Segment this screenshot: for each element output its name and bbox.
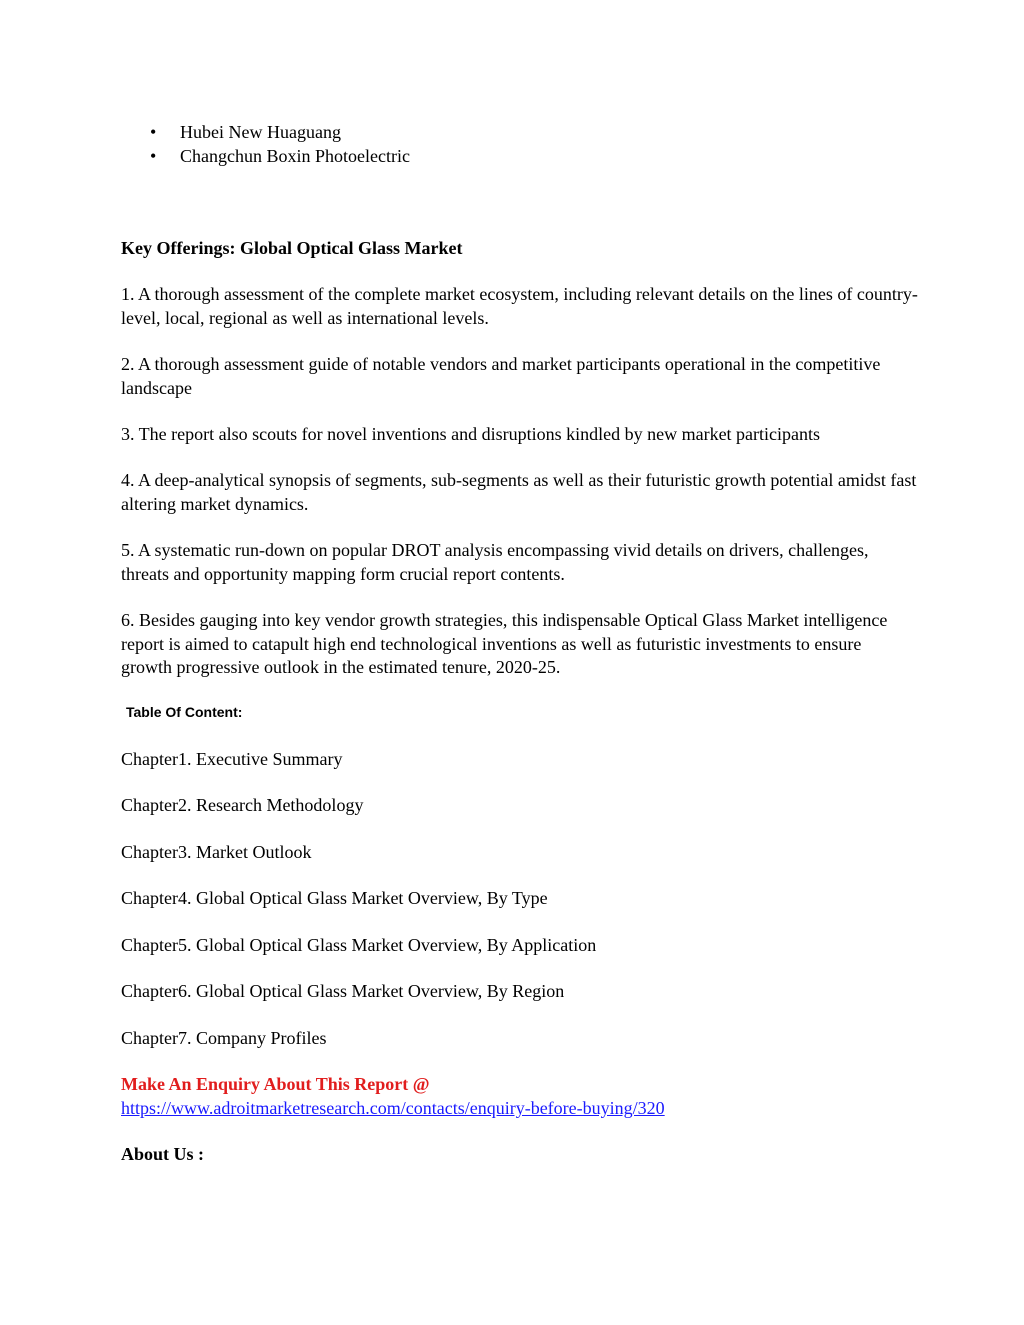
bullet-item: • Changchun Boxin Photoelectric bbox=[150, 144, 410, 168]
offering-item-4: 4. A deep-analytical synopsis of segments, sub-segments as well as their futuristic growth potential amidst fast altering market dynamics. bbox=[121, 470, 917, 514]
toc-chapter: Chapter1. Executive Summary bbox=[121, 749, 343, 769]
offering-item-3: 3. The report also scouts for novel inventions and disruptions kindled by new market participants bbox=[121, 424, 821, 444]
enquiry-link[interactable]: https://www.adroitmarketresearch.com/contacts/enquiry-before-buying/320 bbox=[121, 1098, 665, 1118]
key-offerings-heading: Key Offerings: Global Optical Glass Market bbox=[121, 238, 463, 258]
toc-chapter: Chapter3. Market Outlook bbox=[121, 842, 312, 862]
enquiry-label: Make An Enquiry About This Report @ bbox=[121, 1074, 430, 1094]
offering-item-6: 6. Besides gauging into key vendor growth strategies, this indispensable Optical Glass Market intelligence report is aimed to catapult high end technological inventions as well as futuristic investments to ensure growth progressive outlook in the estimated tenure, 2020-25. bbox=[121, 610, 888, 677]
about-us-heading: About Us : bbox=[121, 1144, 205, 1164]
toc-chapter: Chapter4. Global Optical Glass Market Overview, By Type bbox=[121, 888, 548, 908]
toc-chapter: Chapter2. Research Methodology bbox=[121, 795, 364, 815]
bullet-item: • Hubei New Huaguang bbox=[150, 120, 410, 144]
company-bullet-list bbox=[150, 120, 410, 168]
offering-item-1: 1. A thorough assessment of the complete market ecosystem, including relevant details on the lines of country-level, local, regional as well as international levels. bbox=[121, 284, 918, 328]
toc-chapter: Chapter5. Global Optical Glass Market Overview, By Application bbox=[121, 935, 597, 955]
offering-item-2: 2. A thorough assessment guide of notable vendors and market participants operational in the competitive landscape bbox=[121, 354, 881, 398]
toc-chapter: Chapter6. Global Optical Glass Market Overview, By Region bbox=[121, 981, 565, 1001]
toc-title: Table Of Content: bbox=[126, 704, 243, 720]
toc-chapter: Chapter7. Company Profiles bbox=[121, 1028, 327, 1048]
offering-item-5: 5. A systematic run-down on popular DROT analysis encompassing vivid details on drivers, challenges, threats and opportunity mapping form crucial report contents. bbox=[121, 540, 869, 584]
